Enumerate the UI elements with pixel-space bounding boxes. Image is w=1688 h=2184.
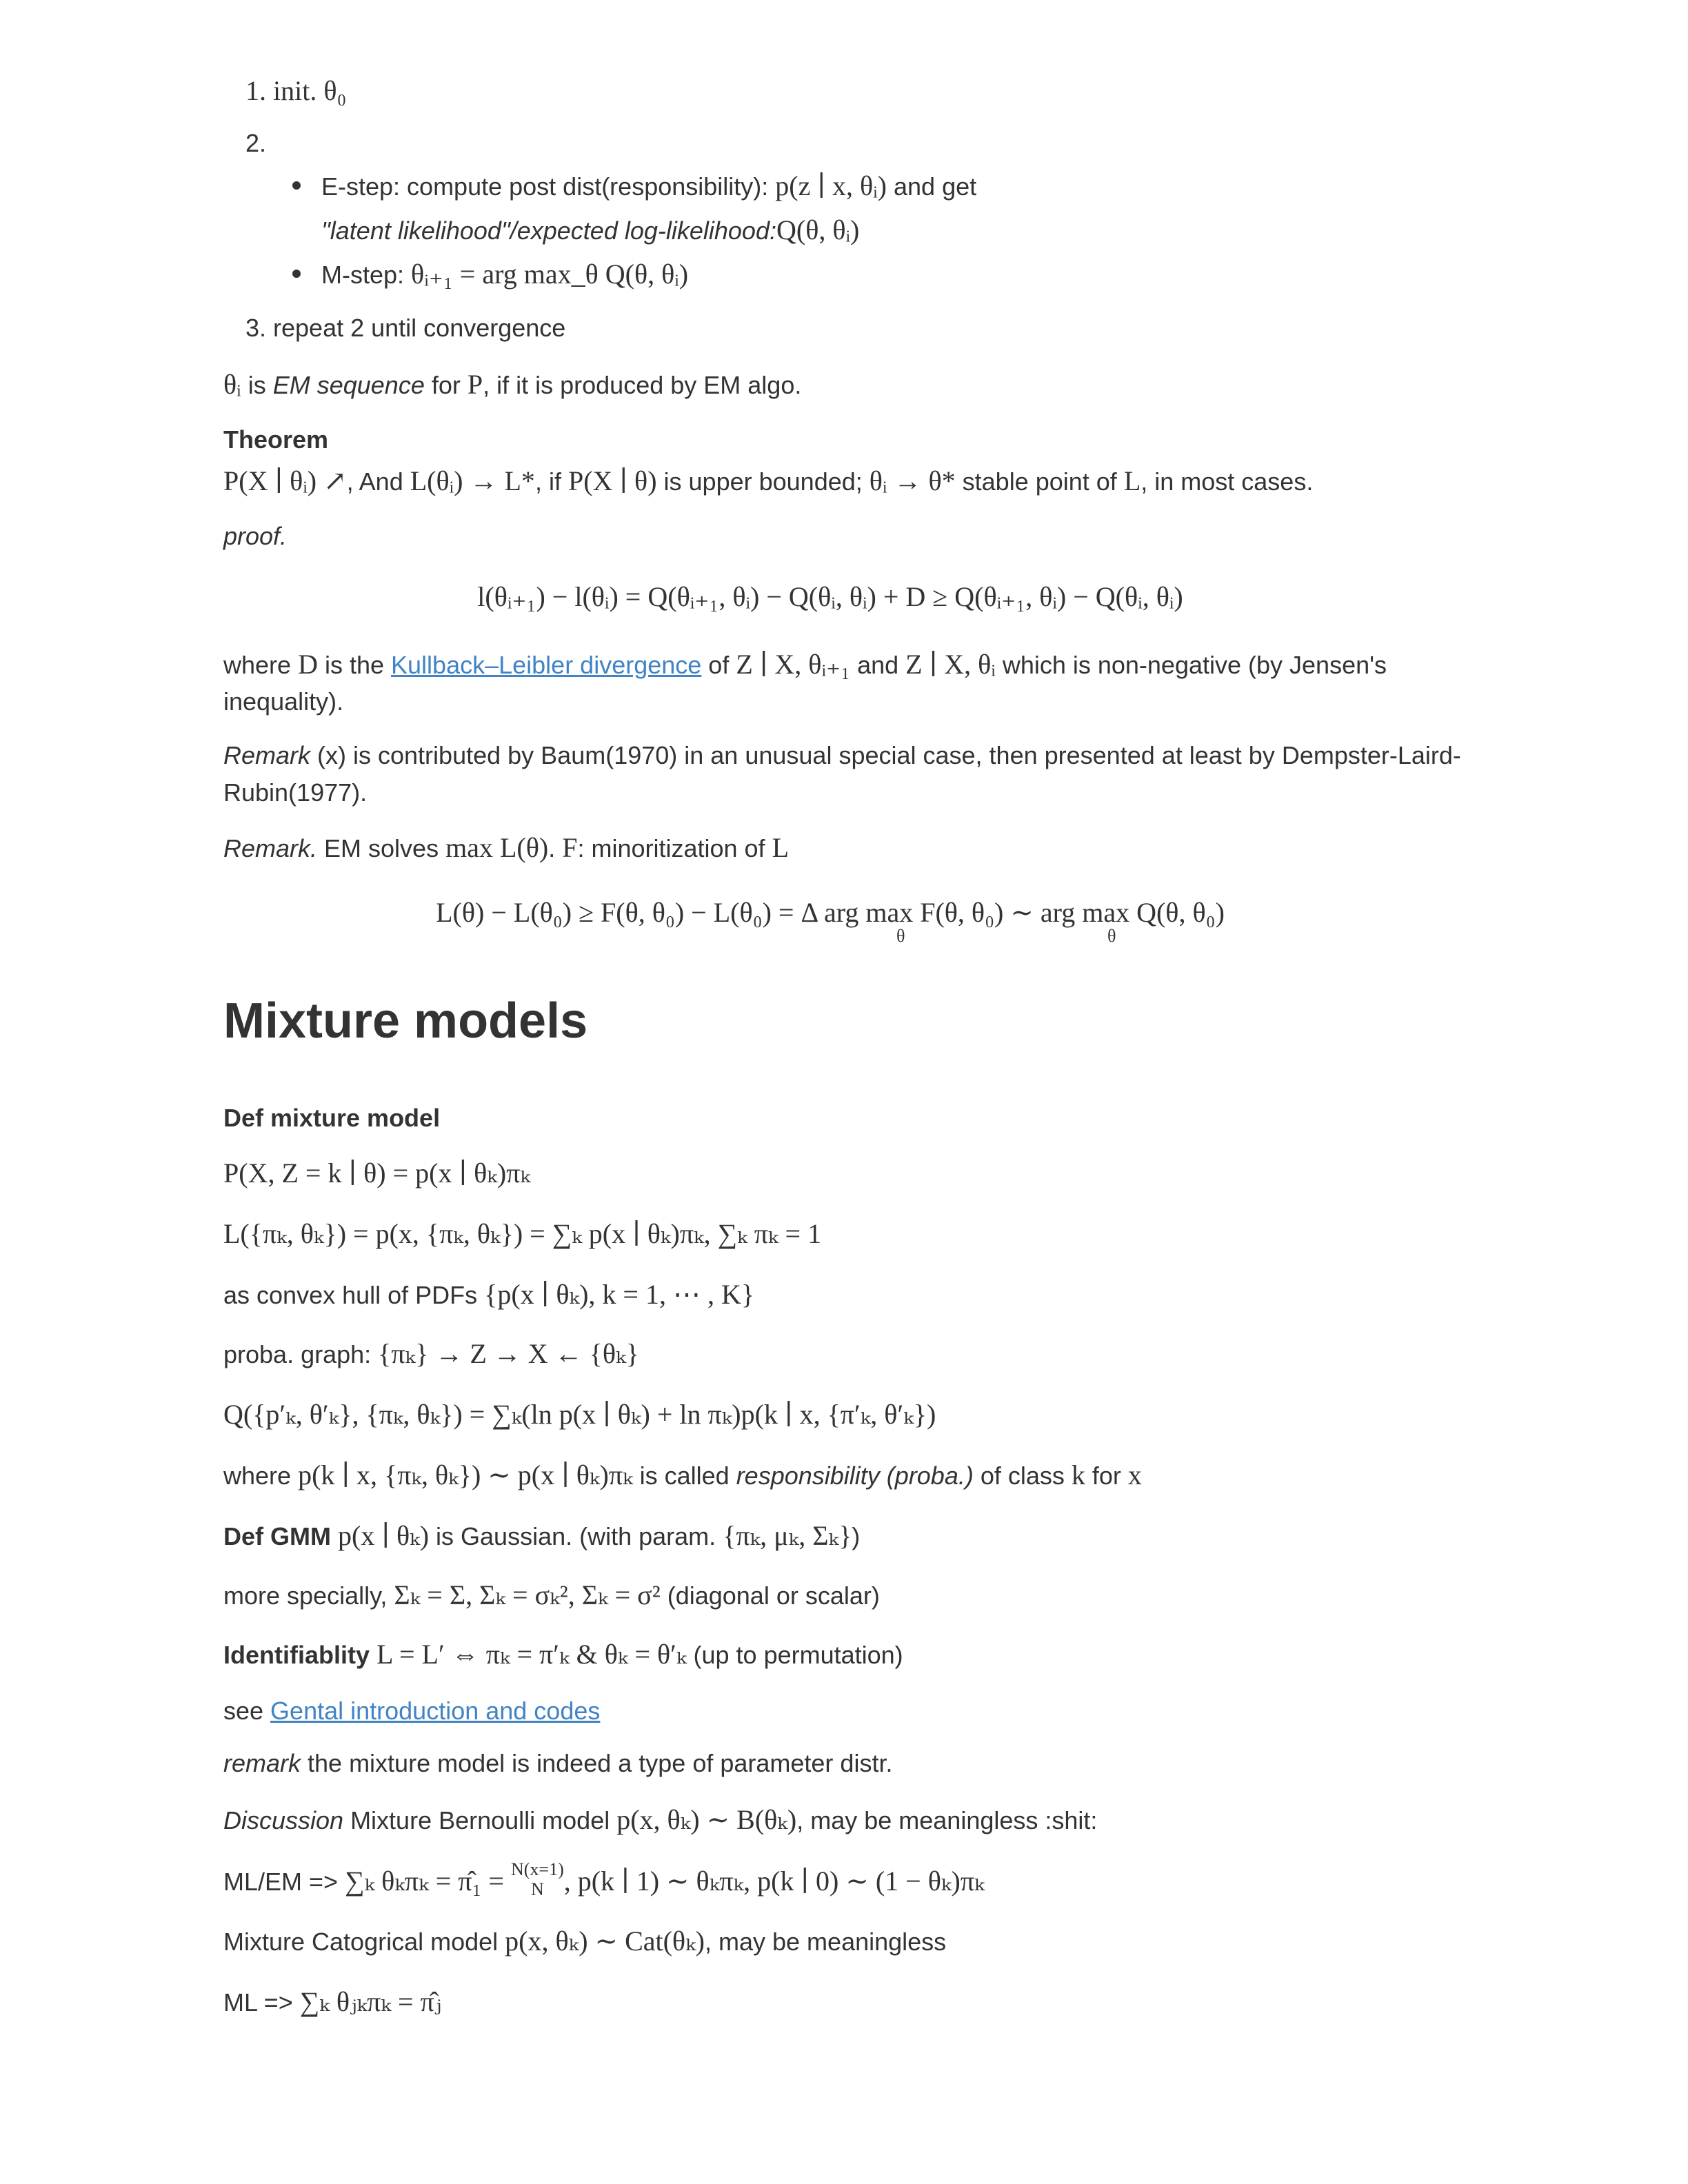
e-step: E-step: compute post dist(responsibility): p(z ∣ x, θᵢ) and get [292, 170, 976, 203]
categorical-line: Mixture Catogrical model p(x, θₖ) ∼ Cat(θₖ), may be meaningless [223, 1925, 947, 1957]
fraction: N(x=1) N [510, 1859, 564, 1899]
e-step-line2: "latent likelihood"/expected log-likelihood:Q(θ, θᵢ) [321, 214, 860, 245]
remark-2: Remark. EM solves max L(θ). F: minoritization of L [223, 832, 790, 863]
proba-graph-line: proba. graph: {πₖ} → Z → X ← {θₖ} [223, 1338, 639, 1369]
m-step: M-step: θᵢ₊₁ = arg max_θ Q(θ, θᵢ) [292, 258, 688, 291]
theorem-title: Theorem [223, 425, 329, 454]
see-line: see Gental introduction and codes [223, 1697, 601, 1725]
more-specially-line: more specially, Σₖ = Σ, Σₖ = σₖ², Σₖ = σ² (diagonal or scalar) [223, 1579, 880, 1610]
identifiability-line: Identifiablity L = L′ ⇔ πₖ = π′ₖ & θₖ = θ′ₖ (up to permutation) [223, 1639, 903, 1670]
def-mixture-model-title: Def mixture model [223, 1104, 441, 1132]
step-1: 1. init. θ₀ [245, 75, 347, 106]
step-3: 3. repeat 2 until convergence [245, 314, 566, 342]
proof-label: proof. [223, 522, 288, 550]
remark-parameter-distr: remark the mixture model is indeed a type of parameter distr. [223, 1749, 893, 1777]
q-function-eq: Q({p′ₖ, θ′ₖ}, {πₖ, θₖ}) = ∑ₖ(ln p(x ∣ θₖ) + ln πₖ)p(k ∣ x, {π′ₖ, θ′ₖ}) [223, 1399, 936, 1430]
bullet-icon [292, 181, 301, 190]
ml-em-line: ML/EM => ∑ₖ θₖπₖ = π̂₁ = N(x=1) N , p(k ∣ 1) ∼ θₖπₖ, p(k ∣ 0) ∼ (1 − θₖ)πₖ [223, 1859, 985, 1899]
convex-hull-line: as convex hull of PDFs {p(x ∣ θₖ), k = 1, ⋯ , K} [223, 1279, 755, 1310]
proof-where: where D is the Kullback–Leibler divergence of Z ∣ X, θᵢ₊₁ and Z ∣ X, θᵢ which is non-negative (by Jensen's [223, 649, 1387, 680]
proof-where-line2: inequality). [223, 687, 344, 716]
kl-divergence-link[interactable]: Kullback–Leibler divergence [391, 651, 702, 679]
remark-2-equation: L(θ) − L(θ₀) ≥ F(θ, θ₀) − L(θ₀) = Δ arg max F(θ, θ₀) ∼ arg max Q(θ, θ₀) [436, 897, 1225, 928]
remark-1-line2: Rubin(1977). [223, 778, 368, 807]
section-heading-mixture-models: Mixture models [223, 993, 588, 1049]
argmax-subscript-2: θ [1107, 926, 1116, 946]
gental-introduction-link[interactable]: Gental introduction and codes [270, 1697, 601, 1725]
remark-1: Remark (x) is contributed by Baum(1970) in an unusual special case, then presented at least by Dempster-Laird- [223, 741, 1461, 769]
responsibility-line: where p(k ∣ x, {πₖ, θₖ}) ∼ p(x ∣ θₖ)πₖ is called responsibility (proba.) of class k for x [223, 1459, 1142, 1490]
proof-equation: l(θᵢ₊₁) − l(θᵢ) = Q(θᵢ₊₁, θᵢ) − Q(θᵢ, θᵢ) + D ≥ Q(θᵢ₊₁, θᵢ) − Q(θᵢ, θᵢ) [477, 581, 1183, 612]
theorem-statement: P(X ∣ θᵢ) ↗, And L(θᵢ) → L*, if P(X ∣ θ) is upper bounded; θᵢ → θ* stable point of L, in most cases. [223, 465, 1314, 496]
em-sequence-def: θᵢ is EM sequence for P, if it is produced by EM algo. [223, 369, 802, 400]
mixture-eq2: L({πₖ, θₖ}) = p(x, {πₖ, θₖ}) = ∑ₖ p(x ∣ θₖ)πₖ, ∑ₖ πₖ = 1 [223, 1218, 822, 1249]
bullet-icon [292, 270, 301, 278]
def-gmm-line: Def GMM p(x ∣ θₖ) is Gaussian. (with param. {πₖ, μₖ, Σₖ}) [223, 1520, 861, 1551]
mixture-eq1: P(X, Z = k ∣ θ) = p(x ∣ θₖ)πₖ [223, 1157, 530, 1189]
ml-line: ML => ∑ₖ θⱼₖπₖ = π̂ⱼ [223, 1986, 442, 2017]
discussion-line: Discussion Mixture Bernoulli model p(x, θₖ) ∼ B(θₖ), may be meaningless :shit: [223, 1804, 1098, 1835]
argmax-subscript-1: θ [896, 926, 905, 946]
step-2: 2. [245, 129, 267, 157]
